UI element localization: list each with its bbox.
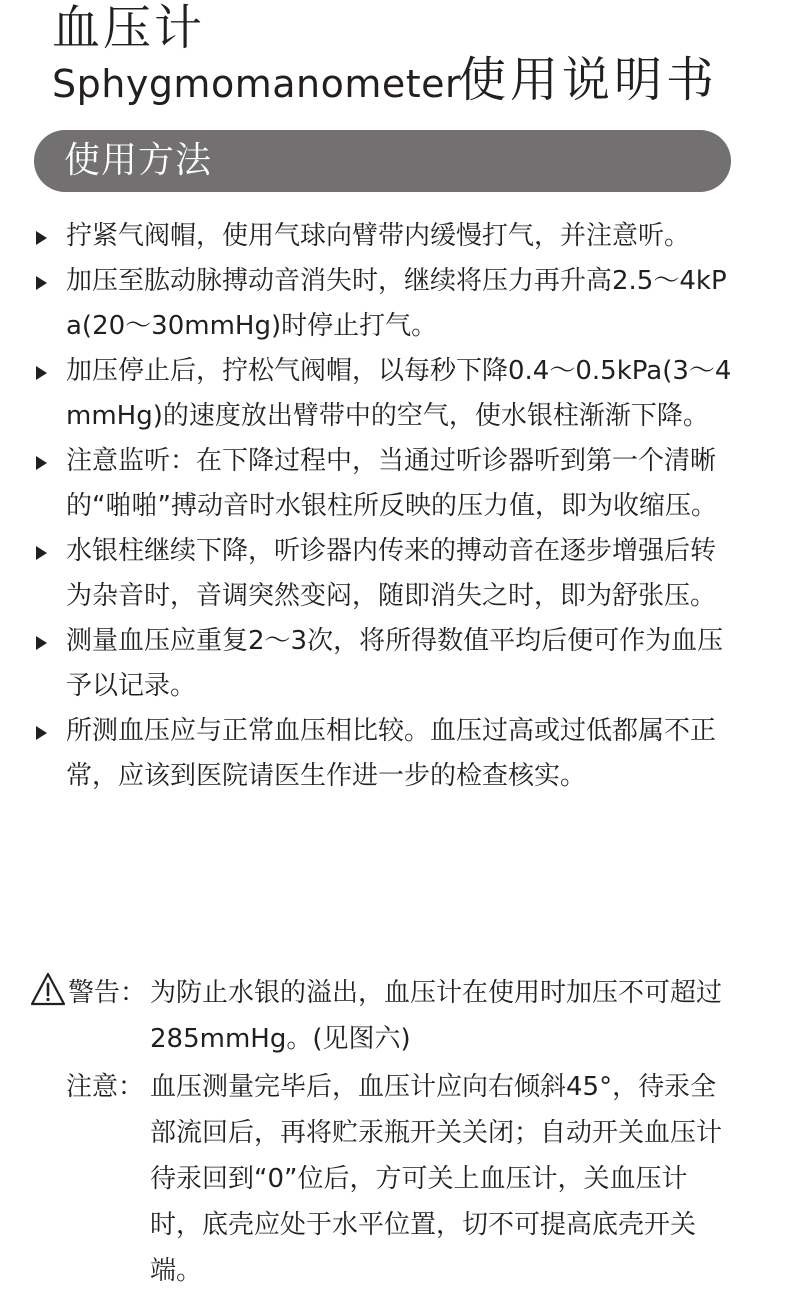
bullet-arrow-icon xyxy=(36,456,47,470)
bullet-arrow-icon xyxy=(36,726,47,740)
instruction-item xyxy=(34,214,764,259)
note-block xyxy=(30,1064,770,1294)
instruction-item xyxy=(34,349,764,439)
warning-block xyxy=(30,970,770,1062)
section-title: 使用方法 xyxy=(64,140,213,181)
notes-section xyxy=(30,970,770,1294)
instruction-text: 加压停止后，拧松气阀帽，以每秒下降0.4～0.5kPa(3～4mmHg)的速度放出臂带中的空气，使水银柱渐渐下降。 xyxy=(66,356,732,431)
title-manual: 使用说明书 xyxy=(458,52,719,108)
section-header-bar xyxy=(34,130,731,192)
bullet-arrow-icon xyxy=(36,636,47,650)
instruction-text: 拧紧气阀帽，使用气球向臂带内缓慢打气，并注意听。 xyxy=(66,221,691,251)
title-chinese: 血压计 xyxy=(52,0,206,56)
instruction-text: 注意监听：在下降过程中，当通过听诊器听到第一个清晰的“啪啪”搏动音时水银柱所反映的压力值，即为收缩压。 xyxy=(66,446,717,521)
instruction-text: 水银柱继续下降，听诊器内传来的搏动音在逐步增强后转为杂音时，音调突然变闷，随即消失之时，即为舒张压。 xyxy=(66,536,717,611)
note-text: 血压测量完毕后，血压计应向右倾斜45°，待汞全部流回后，再将贮汞瓶开关关闭；自动开关血压计待汞回到“0”位后，方可关上血压计，关血压计时，底壳应处于水平位置，切不可提高底壳开关端。 xyxy=(150,1072,723,1286)
bullet-arrow-icon xyxy=(36,231,47,245)
instruction-text: 所测血压应与正常血压相比较。血压过高或过低都属不正常，应该到医院请医生作进一步的检查核实。 xyxy=(66,716,717,791)
instruction-item xyxy=(34,529,764,619)
title-english: Sphygmomanometer xyxy=(52,62,462,106)
warning-triangle-icon xyxy=(30,972,66,1006)
instruction-item xyxy=(34,619,764,709)
instruction-item xyxy=(34,709,764,799)
document-header xyxy=(0,0,790,120)
warning-text: 为防止水银的溢出，血压计在使用时加压不可超过285mmHg。(见图六) xyxy=(150,978,723,1054)
note-label: 注意： xyxy=(66,1072,145,1102)
instruction-list xyxy=(34,214,764,799)
bullet-arrow-icon xyxy=(36,276,47,290)
bullet-arrow-icon xyxy=(36,366,47,380)
warning-label: 警告： xyxy=(68,978,147,1008)
instruction-item xyxy=(34,439,764,529)
instruction-text: 测量血压应重复2～3次，将所得数值平均后便可作为血压予以记录。 xyxy=(66,626,724,701)
instruction-item xyxy=(34,259,764,349)
instruction-text: 加压至肱动脉搏动音消失时，继续将压力再升高2.5～4kPa(20～30mmHg)时停止打气。 xyxy=(66,266,727,341)
bullet-arrow-icon xyxy=(36,546,47,560)
